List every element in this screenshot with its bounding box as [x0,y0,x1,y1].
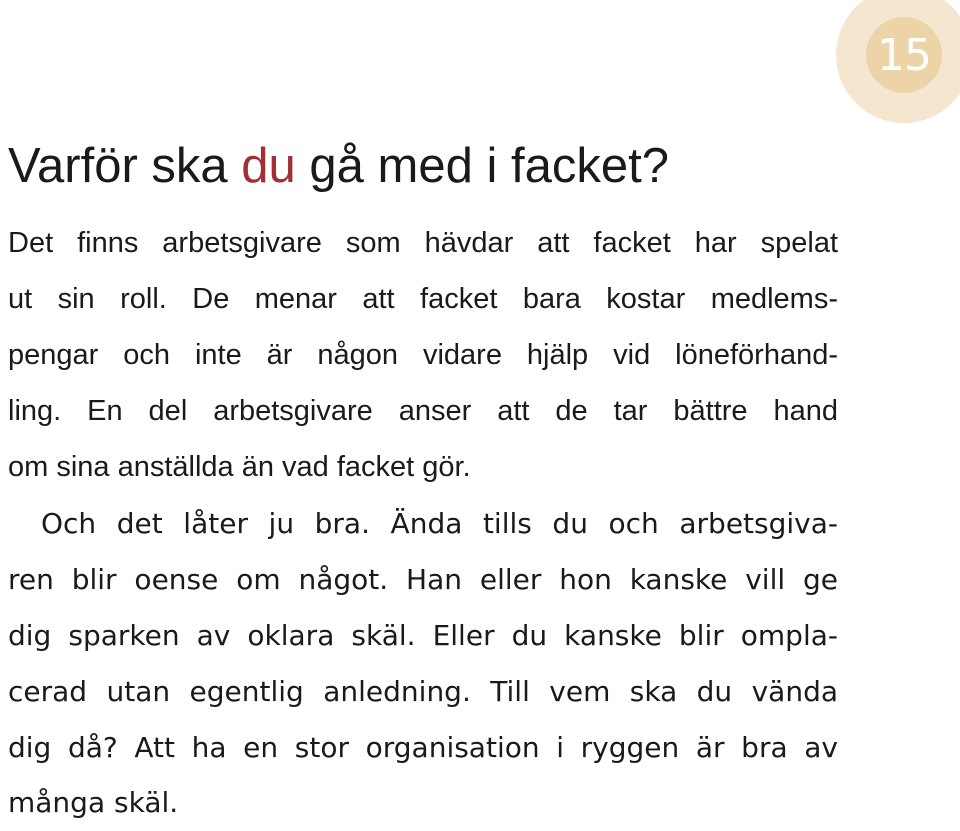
page-title-end: gå med i facket? [295,139,669,193]
paragraph-line: pengar och inte är någon vidare hjälp vid löneförhand- [8,338,838,371]
paragraph-line: ut sin roll. De menar att facket bara kostar medlems- [8,282,838,315]
paragraph-line: ren blir oense om något. Han eller hon kanske vill ge [8,562,838,596]
paragraph-line: om sina anställda än vad facket gör. [8,450,471,483]
page-title-highlight: du [241,139,296,193]
page-title [8,136,669,196]
paragraph-line: cerad utan egentlig anledning. Till vem ska du vända [8,674,838,708]
page-title-start: Varför ska [8,139,242,193]
page-number-badge [866,17,942,93]
paragraph-line: dig sparken av oklara skäl. Eller du kanske blir ompla- [8,618,838,652]
paragraph-argument [8,496,838,831]
paragraph-line: Det finns arbetsgivare som hävdar att facket har spelat [8,227,838,259]
paragraph-intro [8,216,838,495]
paragraph-line: många skäl. [8,786,179,820]
page-number: 15 [877,30,931,81]
paragraph-line: Och det låter ju bra. Ända tills du och arbetsgiva- [41,507,838,540]
paragraph-line: ling. En del arbetsgivare anser att de tar bättre hand [8,394,838,427]
paragraph-line: dig då? Att ha en stor organisation i ryggen är bra av [8,730,838,764]
